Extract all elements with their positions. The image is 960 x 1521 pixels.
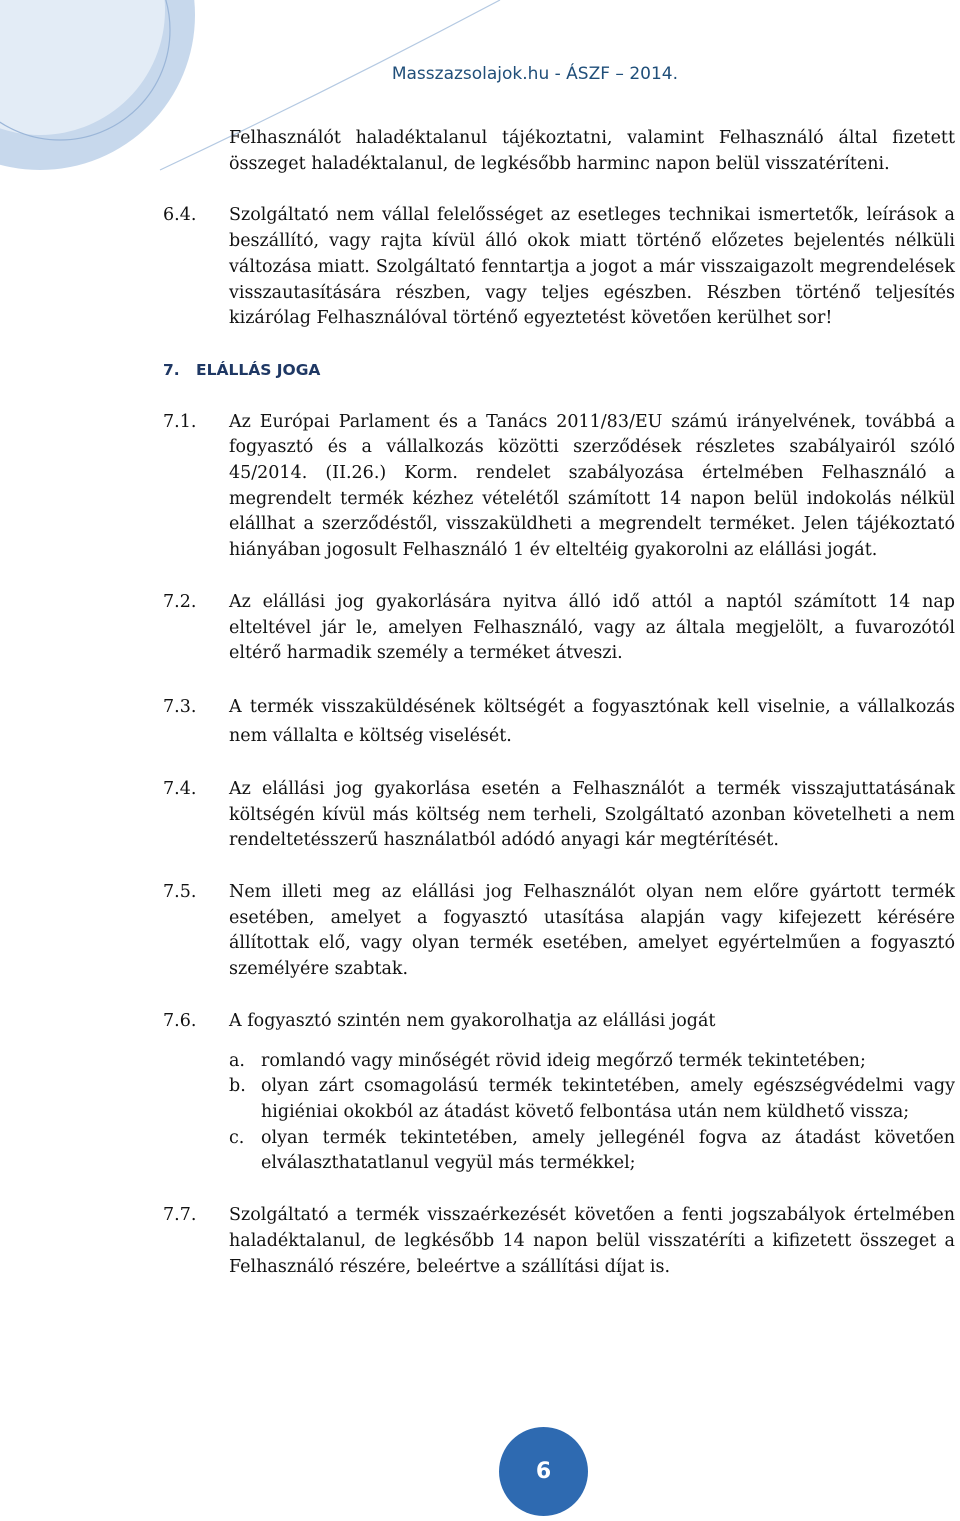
intro-text: Felhasználót haladéktalanul tájékoztatni, valamint Felhasználó által fizetett összeget haladéktalanul, de legkésőbb harminc napon belül visszatéríteni. bbox=[229, 128, 955, 174]
clause-text: Az Európai Parlament és a Tanács 2011/83/EU számú irányelvének, továbbá a fogyasztó és a vállalkozás közötti szerződések részletes szabályairól szóló 45/2014. (II.26.) Korm. rendelet szabályozása értelmében Felhasználó a megrendelt termék kézhez vételétől számított 14 napon belül indokolás nélkül elállhat a szerződéstől, visszaküldheti a megrendelt terméket. Jelen tájékoztató hiányában jogosult Felhasználó 1 év elteltéig gyakorolni az elállási jogát. bbox=[229, 411, 955, 561]
page-number-badge: 6 bbox=[499, 1427, 588, 1516]
list-text: olyan zárt csomagolású termék tekintetében, amely egészségvédelmi vagy higiéniai okokból az átadást követő felbontása után nem küldhető vissza; bbox=[261, 1076, 955, 1122]
clause-text: Az elállási jog gyakorlása esetén a Felhasználót a termék visszajuttatásának költségén kívül más költség nem terheli, Szolgáltató azonban követelheti a nem rendeltetésszerű használatból adódó anyagi kár megtérítését. bbox=[229, 778, 955, 851]
clause-7-2 bbox=[0, 590, 960, 667]
section-title: ELÁLLÁS JOGA bbox=[196, 360, 321, 379]
section-number: 7. bbox=[163, 360, 180, 379]
clause-number: 7.1. bbox=[163, 411, 197, 432]
clause-text: Szolgáltató a termék visszaérkezését követően a fenti jogszabályok értelmében haladéktalanul, de legkésőbb 14 napon belül visszatéríti a kifizetett összeget a Felhasználó részére, beleértve a szállítási díjat is. bbox=[229, 1205, 955, 1277]
clause-number: 7.5. bbox=[163, 882, 197, 903]
list-text: olyan termék tekintetében, amely jellegénél fogva az átadást követően elválaszthatatlanul vegyül más termékkel; bbox=[261, 1127, 955, 1174]
clause-text: A fogyasztó szintén nem gyakorolhatja az elállási jogát bbox=[229, 1010, 716, 1031]
clause-6-4 bbox=[0, 203, 960, 332]
intro-paragraph bbox=[0, 126, 960, 177]
clause-7-5 bbox=[0, 880, 960, 983]
clause-number: 7.7. bbox=[163, 1205, 197, 1226]
section-heading bbox=[0, 358, 960, 384]
list-item bbox=[229, 1049, 955, 1075]
clause-7-1 bbox=[0, 410, 960, 564]
clause-7-6 bbox=[0, 1009, 960, 1177]
clause-number: 7.4. bbox=[163, 778, 197, 799]
clause-number: 7.6. bbox=[163, 1010, 197, 1031]
clause-number: 7.2. bbox=[163, 591, 197, 612]
list-letter: c. bbox=[229, 1127, 245, 1148]
clause-text: Szolgáltató nem vállal felelősséget az esetleges technikai ismertetők, leírások a beszállító, vagy rajta kívül álló okok miatt történő előzetes bejelentés nélküli változása miatt. Szolgáltató fenntartja a jogot a már visszaigazolt megrendelések visszautasítására részben, vagy teljes egészben. Részben történő teljesítés kizárólag Felhasználóval történő egyeztetést követően kerülhet sor! bbox=[229, 205, 955, 329]
list-letter: b. bbox=[229, 1076, 246, 1097]
list-item bbox=[229, 1074, 955, 1125]
clause-7-7 bbox=[0, 1203, 960, 1280]
clause-text: A termék visszaküldésének költségét a fogyasztónak kell viselnie, a vállalkozás nem vállalta e költség viselését. bbox=[229, 696, 955, 746]
document-body bbox=[0, 126, 960, 1306]
clause-7-3 bbox=[0, 693, 960, 751]
clause-7-4 bbox=[0, 777, 960, 854]
clause-number: 7.3. bbox=[163, 696, 197, 717]
list-letter: a. bbox=[229, 1050, 245, 1071]
clause-text: Az elállási jog gyakorlására nyitva álló idő attól a naptól számított 14 nap elteltével jár le, amelyen Felhasználó, vagy az általa megjelölt, a fuvarozótól eltérő harmadik személy a terméket átveszi. bbox=[229, 591, 955, 664]
clause-text: Nem illeti meg az elállási jog Felhasználót olyan nem előre gyártott termék esetében, amelyet a fogyasztó utasítása alapján vagy kifejezett kérésére állítottak elő, vagy olyan termék esetében, amelyet egyértelműen a fogyasztó személyére szabtak. bbox=[229, 882, 955, 980]
clause-number: 6.4. bbox=[163, 205, 197, 226]
header-title: Masszazsolajok.hu - ÁSZF – 2014. bbox=[391, 64, 678, 84]
exception-list bbox=[229, 1049, 955, 1178]
list-item bbox=[229, 1126, 955, 1177]
list-text: romlandó vagy minőségét rövid ideig megőrző termék tekintetében; bbox=[261, 1050, 866, 1071]
